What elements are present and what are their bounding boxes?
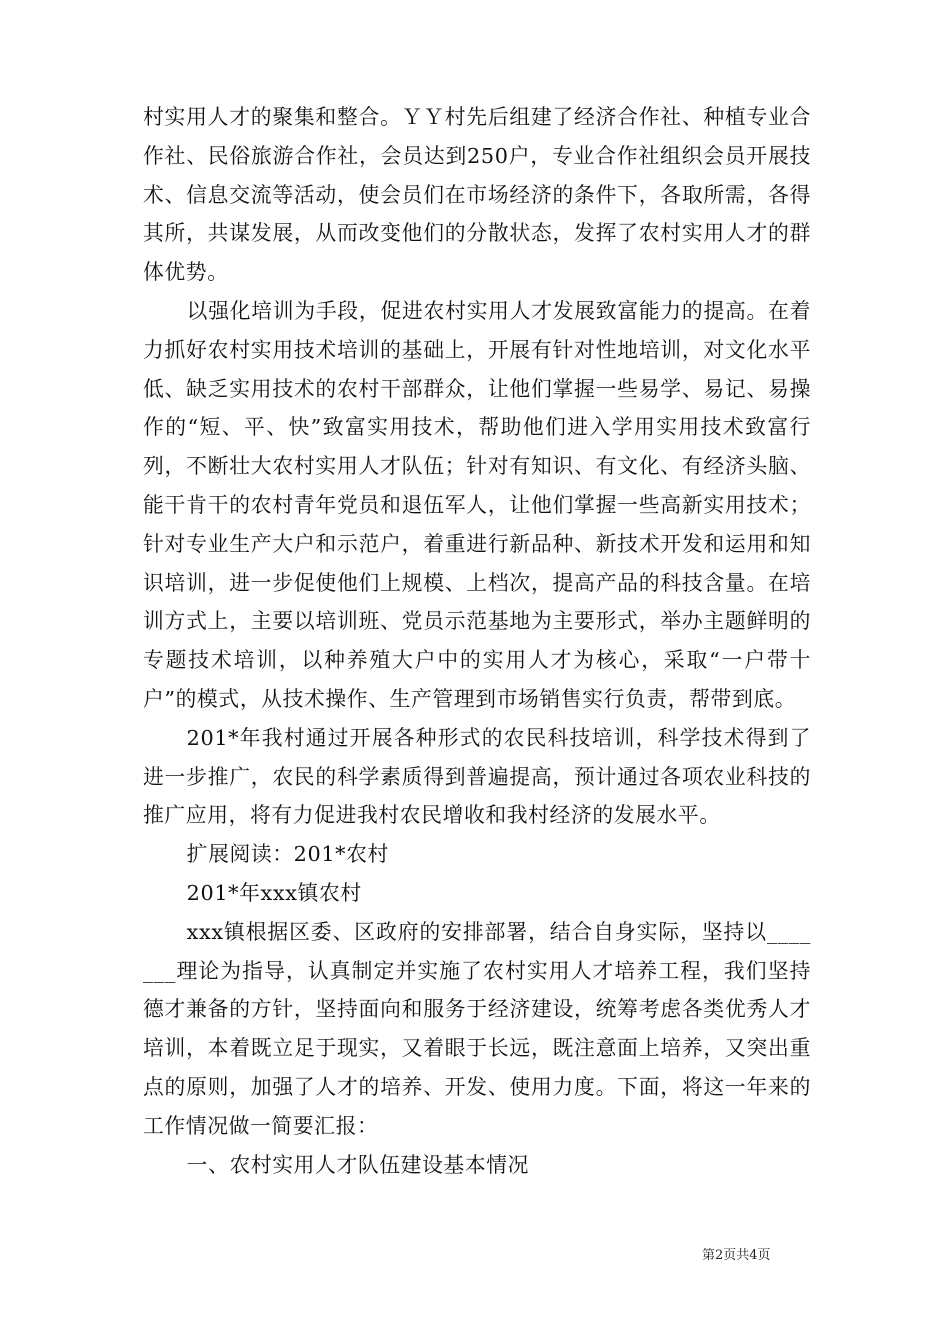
- page-number: 第2页共4页: [702, 1248, 771, 1263]
- paragraph-cooperatives: 村实用人才的聚集和整合。ＹＹ村先后组建了经济合作社、种植专业合作社、民俗旅游合作社，会员达到250户，专业合作社组织会员开展技术、信息交流等活动，使会员们在市场经济的条件下，各取所需，各得其所，共谋发展，从而改变他们的分散状态，发挥了农村实用人才的群体优势。: [143, 105, 811, 285]
- extended-reading-heading: 扩展阅读：201*农村: [186, 842, 389, 867]
- report-title: 201*年xxx镇农村: [186, 880, 362, 905]
- document-body: [143, 98, 811, 1184]
- paragraph-training-results: 201*年我村通过开展各种形式的农民科技培训，科学技术得到了进一步推广，农民的科学素质得到普遍提高，预计通过各项农业科技的推广应用，将有力促进我村农民增收和我村经济的发展水平。: [143, 725, 811, 828]
- paragraph-report-intro: xxx镇根据区委、区政府的安排部署，结合自身实际，坚持以_______理论为指导，认真制定并实施了农村实用人才培养工程，我们坚持德才兼备的方针，坚持面向和服务于经济建设，统筹考虑各类优秀人才培训，本着既立足于现实，又着眼于长远，既注意面上培养，又突出重点的原则，加强了人才的培养、开发、使用力度。下面，将这一年来的工作情况做一简要汇报：: [143, 919, 811, 1138]
- section-heading-basic-situation: 一、农村实用人才队伍建设基本情况: [186, 1152, 530, 1177]
- paragraph-training-means: 以强化培训为手段，促进农村实用人才发展致富能力的提高。在着力抓好农村实用技术培训的基础上，开展有针对性地培训，对文化水平低、缺乏实用技术的农村干部群众，让他们掌握一些易学、易记、易操作的“短、平、快”致富实用技术，帮助他们进入学用实用技术致富行列，不断壮大农村实用人才队伍；针对有知识、有文化、有经济头脑、能干肯干的农村青年党员和退伍军人，让他们掌握一些高新实用技术；针对专业生产大户和示范户，着重进行新品种、新技术开发和运用和知识培训，进一步促使他们上规模、上档次，提高产品的科技含量。在培训方式上，主要以培训班、党员示范基地为主要形式，举办主题鲜明的专题技术培训，以种养殖大户中的实用人才为核心，采取“一户带十户”的模式，从技术操作、生产管理到市场销售实行负责，帮带到底。: [143, 298, 811, 711]
